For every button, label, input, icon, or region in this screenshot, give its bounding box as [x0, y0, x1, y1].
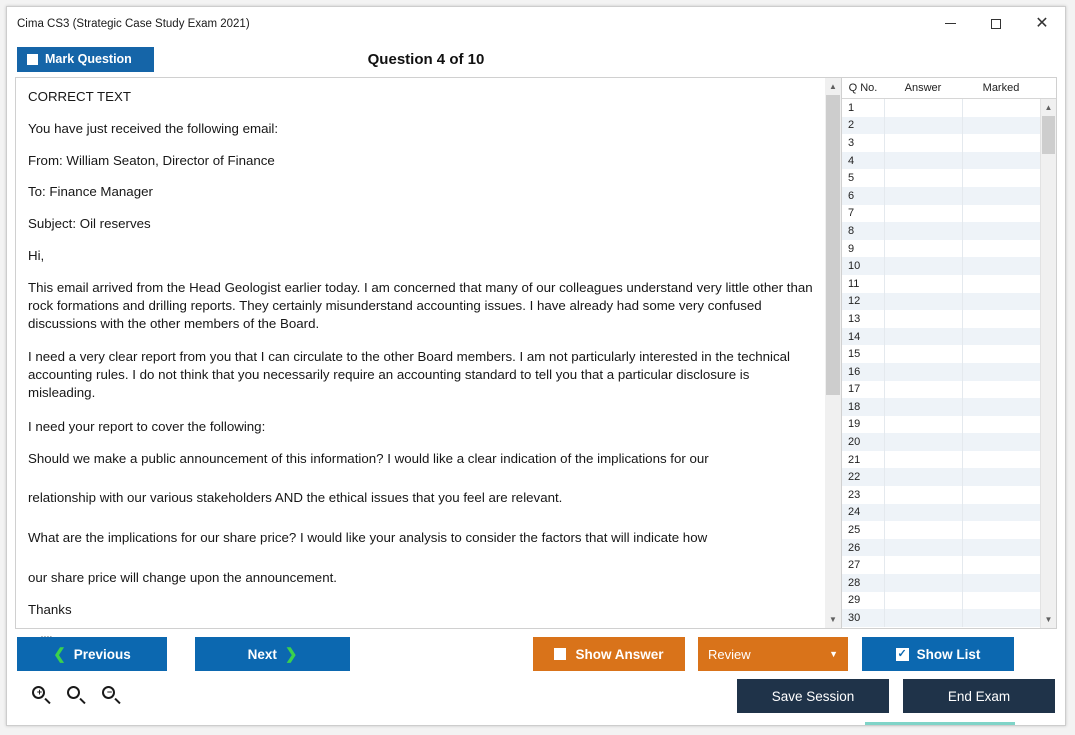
cell-answer [884, 468, 962, 486]
question-paragraph: To: Finance Manager [28, 184, 153, 200]
cell-answer [884, 275, 962, 293]
table-row[interactable] [842, 240, 1040, 258]
end-exam-label: End Exam [947, 688, 1011, 704]
table-row[interactable] [842, 187, 1040, 205]
table-row[interactable] [842, 328, 1040, 346]
cell-qno: 19 [848, 418, 861, 431]
list-scroll-down-icon[interactable]: ▼ [1041, 611, 1056, 628]
list-scrollbar[interactable] [1040, 99, 1056, 628]
answer-rows[interactable] [842, 99, 1040, 628]
next-label: Next [247, 646, 277, 662]
question-paragraph: our share price will change upon the announcement. [28, 570, 337, 585]
cell-qno: 30 [848, 612, 861, 625]
cell-answer [884, 99, 962, 117]
cell-qno: 16 [848, 365, 861, 378]
cell-qno: 2 [848, 119, 855, 132]
cell-qno: 29 [848, 594, 861, 607]
table-row[interactable] [842, 310, 1040, 328]
answer-list-header [842, 78, 1056, 99]
cell-marked [962, 381, 1040, 399]
cell-answer [884, 398, 962, 416]
list-scroll-up-icon[interactable]: ▲ [1041, 99, 1056, 116]
table-row[interactable] [842, 486, 1040, 504]
check-icon: ✓ [897, 647, 907, 660]
question-paragraph: Subject: Oil reserves [28, 216, 151, 232]
question-paragraph: I need a very clear report from you that I can circulate to the other Board members. I am not particularly interested in the technical accounting rules. I do not think that you necessarily require an accounting standard to tell you that a particular disclosure is misleading. [28, 349, 790, 400]
page-title [7, 51, 1065, 68]
cell-qno: 3 [848, 136, 855, 149]
table-row[interactable] [842, 345, 1040, 363]
cell-answer [884, 187, 962, 205]
next-button[interactable] [195, 637, 350, 671]
cell-marked [962, 433, 1040, 451]
table-row[interactable] [842, 433, 1040, 451]
end-exam-button[interactable] [903, 679, 1055, 713]
cell-answer [884, 117, 962, 135]
cell-qno: 10 [848, 260, 861, 273]
minimize-button[interactable] [927, 7, 973, 41]
cell-qno: 9 [848, 242, 855, 255]
cell-qno: 27 [848, 559, 861, 572]
cell-answer [884, 152, 962, 170]
cell-qno: 18 [848, 400, 861, 413]
cell-marked [962, 345, 1040, 363]
cell-answer [884, 240, 962, 258]
cell-marked [962, 468, 1040, 486]
list-scroll-track[interactable] [1041, 116, 1056, 611]
scroll-up-icon[interactable]: ▲ [825, 78, 841, 95]
cell-qno: 15 [848, 348, 861, 361]
table-row[interactable] [842, 381, 1040, 399]
title-bar [7, 7, 1065, 41]
cell-answer [884, 363, 962, 381]
cell-qno: 25 [848, 524, 861, 537]
question-paragraph: You have just received the following email: [28, 120, 279, 136]
question-counter: Question 4 of 10 [367, 50, 485, 68]
question-scroll-thumb[interactable] [826, 95, 840, 395]
cell-marked [962, 451, 1040, 469]
cell-qno: 12 [848, 295, 861, 308]
cell-marked [962, 99, 1040, 117]
cell-marked [962, 609, 1040, 627]
cell-marked [962, 539, 1040, 557]
cell-answer [884, 134, 962, 152]
show-list-button[interactable] [862, 637, 1014, 671]
answer-list-pane [842, 77, 1057, 629]
cell-answer [884, 381, 962, 399]
table-row[interactable] [842, 205, 1040, 223]
cell-answer [884, 257, 962, 275]
cell-answer [884, 345, 962, 363]
cell-qno: 26 [848, 541, 861, 554]
cell-qno: 13 [848, 312, 861, 325]
cell-qno: 20 [848, 436, 861, 449]
cell-qno: 21 [848, 453, 861, 466]
mark-question-label: Mark Question [45, 52, 132, 66]
question-paragraph: From: William Seaton, Director of Finance [28, 152, 275, 168]
exam-footer [7, 629, 1065, 725]
question-paragraph: Should we make a public announcement of this information? I would like a clear indication of the implications for our [28, 450, 709, 466]
cell-answer [884, 222, 962, 240]
answer-list-body [842, 99, 1056, 628]
footer-row-primary [17, 637, 1055, 671]
review-label: Review [708, 646, 751, 662]
question-paragraph: What are the implications for our share price? I would like your analysis to consider the factors that will indicate how [28, 530, 708, 546]
close-icon: ✕ [1035, 14, 1049, 32]
chevron-left-icon: ❮ [53, 646, 66, 663]
cell-answer [884, 169, 962, 187]
cell-marked [962, 222, 1040, 240]
table-row[interactable] [842, 574, 1040, 592]
cell-qno: 7 [848, 207, 855, 220]
cell-qno: 5 [848, 172, 855, 185]
cell-answer [884, 539, 962, 557]
cell-answer [884, 328, 962, 346]
cell-marked [962, 134, 1040, 152]
table-row[interactable] [842, 134, 1040, 152]
question-text [16, 78, 825, 628]
cell-marked [962, 592, 1040, 610]
save-session-label: Save Session [771, 688, 855, 704]
cell-marked [962, 398, 1040, 416]
cell-qno: 4 [848, 154, 855, 167]
cell-answer [884, 310, 962, 328]
question-pane [15, 77, 825, 629]
minimize-icon [945, 23, 956, 24]
cell-marked [962, 556, 1040, 574]
table-row[interactable] [842, 416, 1040, 434]
cell-marked [962, 574, 1040, 592]
cell-answer [884, 574, 962, 592]
cell-answer [884, 504, 962, 522]
table-row[interactable] [842, 169, 1040, 187]
scroll-down-icon[interactable]: ▼ [825, 611, 841, 628]
column-header-qno: Q No. [848, 82, 878, 94]
table-row[interactable] [842, 275, 1040, 293]
table-row[interactable] [842, 222, 1040, 240]
question-scroll-track[interactable] [825, 95, 841, 611]
column-header-answer: Answer [904, 82, 942, 94]
question-heading: CORRECT TEXT [28, 89, 131, 104]
cell-marked [962, 504, 1040, 522]
show-answer-label: Show Answer [575, 646, 664, 662]
table-row[interactable] [842, 504, 1040, 522]
footer-row-secondary [17, 680, 1055, 712]
cell-answer [884, 293, 962, 311]
column-header-marked: Marked [982, 82, 1020, 94]
table-row[interactable] [842, 363, 1040, 381]
save-session-button[interactable] [737, 679, 889, 713]
question-paragraph: I need your report to cover the following: [28, 418, 266, 434]
maximize-button[interactable] [973, 7, 1019, 41]
cell-answer [884, 451, 962, 469]
table-row[interactable] [842, 468, 1040, 486]
cell-marked [962, 328, 1040, 346]
cell-marked [962, 521, 1040, 539]
cell-answer [884, 416, 962, 434]
decorative-edge [865, 722, 1015, 725]
cell-marked [962, 310, 1040, 328]
question-paragraph: Thanks [28, 601, 72, 617]
zoom-reset-icon[interactable] [66, 685, 88, 707]
cell-marked [962, 363, 1040, 381]
question-paragraph: relationship with our various stakeholders AND the ethical issues that you feel are relevant. [28, 490, 563, 506]
table-row[interactable] [842, 398, 1040, 416]
table-row[interactable] [842, 556, 1040, 574]
table-row[interactable] [842, 521, 1040, 539]
cell-marked [962, 152, 1040, 170]
table-row[interactable] [842, 257, 1040, 275]
review-dropdown[interactable] [698, 637, 848, 671]
zoom-out-icon[interactable]: − [101, 685, 123, 707]
cell-qno: 23 [848, 488, 861, 501]
mark-question-button[interactable] [17, 47, 154, 72]
cell-marked [962, 240, 1040, 258]
table-row[interactable] [842, 592, 1040, 610]
checkbox-icon [554, 648, 566, 660]
cell-answer [884, 433, 962, 451]
cell-marked [962, 117, 1040, 135]
table-row[interactable] [842, 99, 1040, 117]
cell-qno: 1 [848, 101, 855, 114]
list-scroll-thumb[interactable] [1042, 116, 1055, 154]
cell-qno: 24 [848, 506, 861, 519]
cell-qno: 14 [848, 330, 861, 343]
cell-qno: 6 [848, 189, 855, 202]
table-row[interactable] [842, 539, 1040, 557]
cell-answer [884, 609, 962, 627]
show-list-label: Show List [916, 646, 981, 662]
close-button[interactable] [1019, 7, 1065, 41]
cell-answer [884, 592, 962, 610]
cell-qno: 8 [848, 224, 855, 237]
exam-header [7, 41, 1065, 77]
checkbox-icon [27, 54, 38, 65]
table-row[interactable] [842, 117, 1040, 135]
exam-window [6, 6, 1066, 726]
cell-answer [884, 521, 962, 539]
chevron-right-icon: ❯ [284, 646, 298, 663]
table-row[interactable] [842, 293, 1040, 311]
cell-marked [962, 293, 1040, 311]
maximize-icon [991, 19, 1001, 29]
exam-body [7, 77, 1065, 629]
table-row[interactable] [842, 609, 1040, 627]
show-answer-button[interactable] [533, 637, 685, 671]
previous-button[interactable] [17, 637, 167, 671]
cell-qno: 11 [848, 277, 860, 290]
previous-label: Previous [73, 646, 131, 662]
question-scrollbar[interactable] [825, 77, 842, 629]
cell-marked [962, 187, 1040, 205]
cell-answer [884, 556, 962, 574]
cell-qno: 22 [848, 471, 861, 484]
cell-marked [962, 486, 1040, 504]
cell-marked [962, 275, 1040, 293]
cell-qno: 17 [848, 383, 861, 396]
cell-answer [884, 486, 962, 504]
table-row[interactable] [842, 451, 1040, 469]
cell-answer [884, 205, 962, 223]
table-row[interactable] [842, 152, 1040, 170]
zoom-in-icon[interactable]: + [31, 685, 53, 707]
cell-marked [962, 205, 1040, 223]
zoom-controls [17, 685, 123, 707]
window-controls [927, 7, 1065, 41]
cell-qno: 28 [848, 576, 861, 589]
question-paragraph: Hi, [28, 248, 45, 264]
question-paragraph: This email arrived from the Head Geologist earlier today. I am concerned that many of our colleagues understand very little other than rock formations and drilling reports. They certainly misunderstand accounting issues. I have already had some very confused discussions with the other members of the Board. [28, 279, 813, 331]
cell-marked [962, 169, 1040, 187]
cell-marked [962, 416, 1040, 434]
window-title: Cima CS3 (Strategic Case Study Exam 2021) [17, 17, 250, 30]
cell-marked [962, 257, 1040, 275]
chevron-down-icon: ▼ [829, 649, 838, 659]
